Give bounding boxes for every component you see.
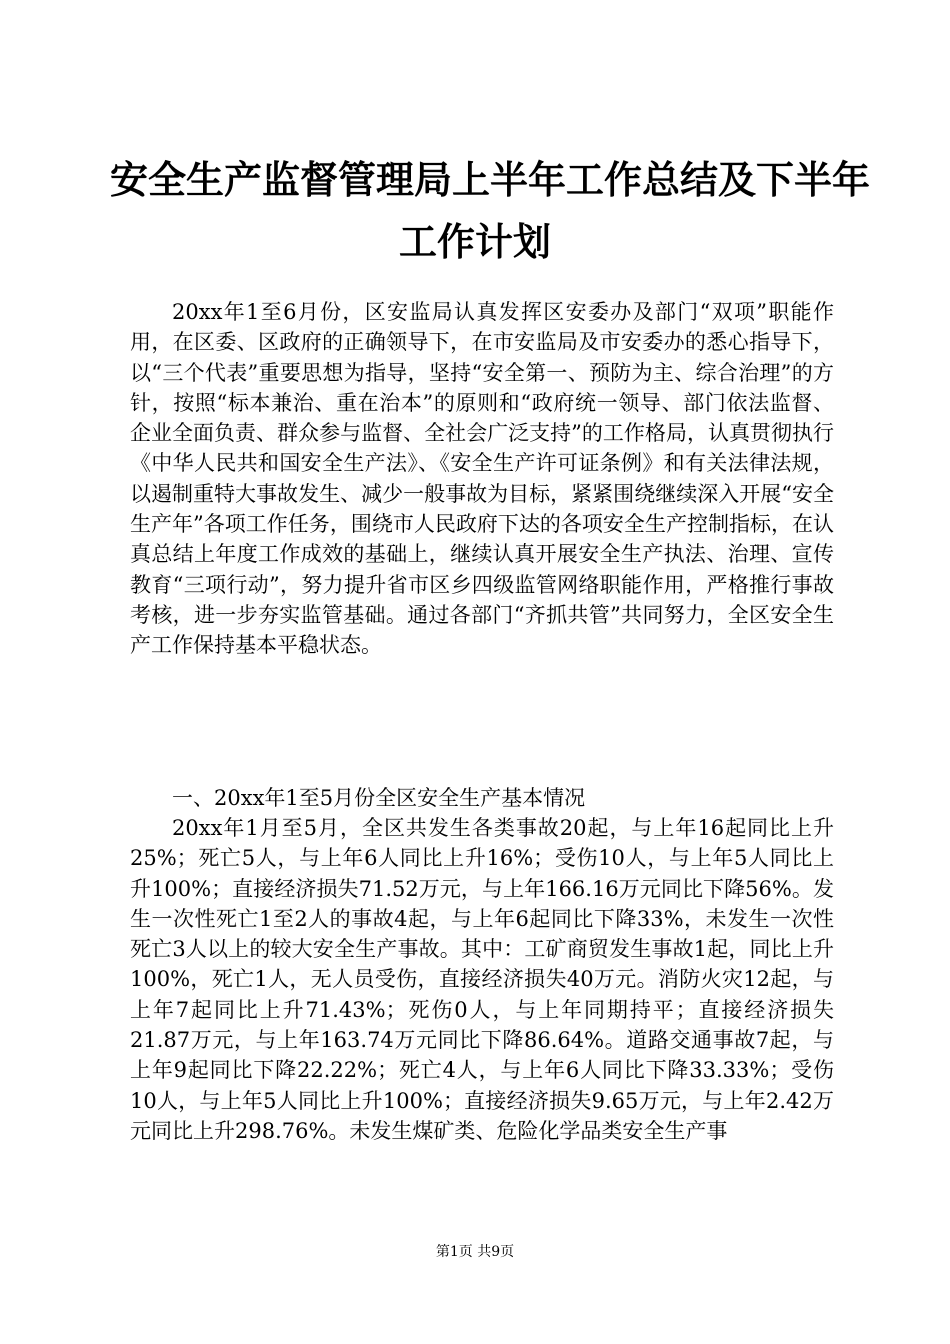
- intro-paragraph: 20xx年1至6月份，区安监局认真发挥区安委办及部门“双项”职能作用，在区委、区政府的正确领导下，在市安监局及市安委办的悉心指导下，以“三个代表”重要思想为指导，坚持“安全第一、预防为主、综合治理”的方针，按照“标本兼治、重在治本”的原则和“政府统一领导、部门依法监督、企业全面负责、群众参与监督、全社会广泛支持”的工作格局，认真贯彻执行《中华人民共和国安全生产法》、《安全生产许可证条例》和有关法律法规，以遏制重特大事故发生、减少一般事故为目标，紧紧围绕继续深入开展“安全生产年”各项工作任务，围绕市人民政府下达的各项安全生产控制指标，在认真总结上年度工作成效的基础上，继续认真开展安全生产执法、治理、宣传教育“三项行动”，努力提升省市区乡四级监管网络职能作用，严格推行事故考核，进一步夯实监管基础。通过各部门“齐抓共管”共同努力，全区安全生产工作保持基本平稳状态。: [130, 300, 834, 658]
- statistics-paragraph: 20xx年1月至5月，全区共发生各类事故20起，与上年16起同比上升25%；死亡5人，与上年6人同比上升16%；受伤10人，与上年5人同比上升100%；直接经济损失71.52万元，与上年166.16万元同比下降56%。发生一次性死亡1至2人的事故4起，与上年6起同比下降33%，未发生一次性死亡3人以上的较大安全生产事故。其中：工矿商贸发生事故1起，同比上升100%，死亡1人，无人员受伤，直接经济损失40万元。消防火灾12起，与上年7起同比上升71.43%；死伤0人，与上年同期持平；直接经济损失21.87万元，与上年163.74万元同比下降86.64%。道路交通事故7起，与上年9起同比下降22.22%；死亡4人，与上年6人同比下降33.33%；受伤10人，与上年5人同比上升100%；直接经济损失9.65万元，与上年2.42万元同比上升298.76%。未发生煤矿类、危险化学品类安全生产事: [130, 816, 834, 1143]
- page-footer: 第1页 共9页: [435, 1244, 515, 1260]
- section-heading: 一、20xx年1至5月份全区安全生产基本情况: [172, 786, 586, 810]
- document-title-line-1: 安全生产监督管理局上半年工作总结及下半年: [110, 158, 871, 202]
- document-title-line-2: 工作计划: [398, 220, 551, 264]
